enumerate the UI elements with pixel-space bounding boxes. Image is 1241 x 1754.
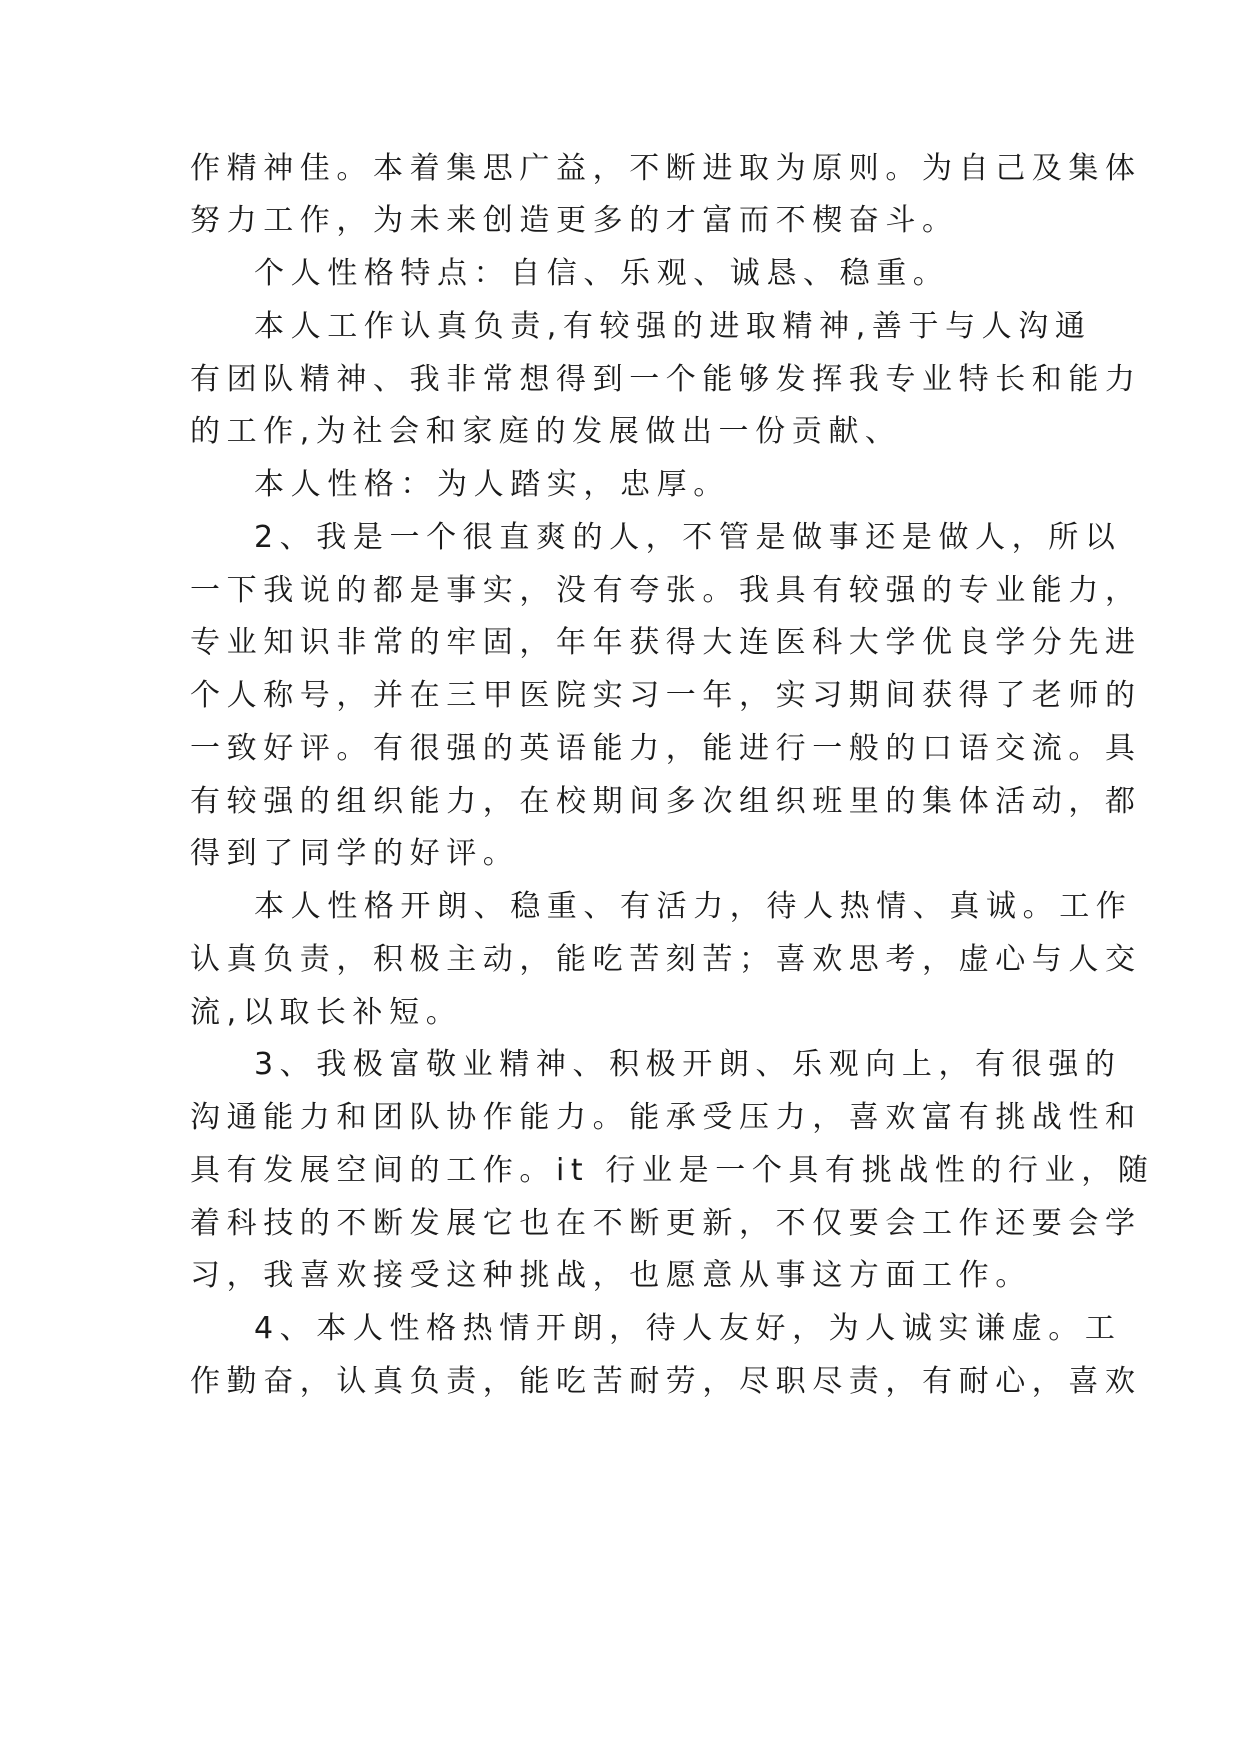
body-text-line: 作精神佳。本着集思广益，不断进取为原则。为自己及集体	[190, 151, 1142, 186]
body-text-line: 2、我是一个很直爽的人，不管是做事还是做人，所以	[254, 520, 1122, 555]
body-text-line: 认真负责，积极主动，能吃苦刻苦；喜欢思考，虚心与人交	[190, 942, 1142, 977]
body-text-line: 的工作,为社会和家庭的发展做出一份贡献、	[190, 414, 902, 449]
body-text-line: 有较强的组织能力，在校期间多次组织班里的集体活动，都	[190, 784, 1142, 819]
body-text-line: 流,以取长补短。	[190, 995, 463, 1030]
body-text-line: 本人性格：为人踏实，忠厚。	[254, 467, 730, 502]
body-text-line: 3、我极富敬业精神、积极开朗、乐观向上，有很强的	[254, 1047, 1122, 1082]
body-text-line: 具有发展空间的工作。it 行业是一个具有挑战性的行业，随	[190, 1153, 1155, 1188]
body-text-line: 一下我说的都是事实，没有夸张。我具有较强的专业能力，	[190, 573, 1142, 608]
body-text-line: 本人工作认真负责,有较强的进取精神,善于与人沟通	[254, 309, 1092, 344]
body-text-line: 个人称号，并在三甲医院实习一年，实习期间获得了老师的	[190, 678, 1142, 713]
body-text-line: 一致好评。有很强的英语能力，能进行一般的口语交流。具	[190, 731, 1142, 766]
body-text-line: 有团队精神、我非常想得到一个能够发挥我专业特长和能力	[190, 362, 1142, 397]
body-text-line: 沟通能力和团队协作能力。能承受压力，喜欢富有挑战性和	[190, 1100, 1142, 1135]
body-text-line: 本人性格开朗、稳重、有活力，待人热情、真诚。工作	[254, 889, 1133, 924]
body-text-line: 得到了同学的好评。	[190, 836, 520, 871]
body-text-line: 个人性格特点：自信、乐观、诚恳、稳重。	[254, 256, 950, 291]
body-text-line: 习，我喜欢接受这种挑战，也愿意从事这方面工作。	[190, 1258, 1032, 1293]
body-text-line: 专业知识非常的牢固，年年获得大连医科大学优良学分先进	[190, 625, 1142, 660]
body-text-line: 4、本人性格热情开朗，待人友好，为人诚实谦虚。工	[254, 1311, 1122, 1346]
body-text-line: 作勤奋，认真负责，能吃苦耐劳，尽职尽责，有耐心，喜欢	[190, 1364, 1142, 1399]
body-text-line: 着科技的不断发展它也在不断更新，不仅要会工作还要会学	[190, 1206, 1142, 1241]
body-text-line: 努力工作，为未来创造更多的才富而不楔奋斗。	[190, 203, 959, 238]
